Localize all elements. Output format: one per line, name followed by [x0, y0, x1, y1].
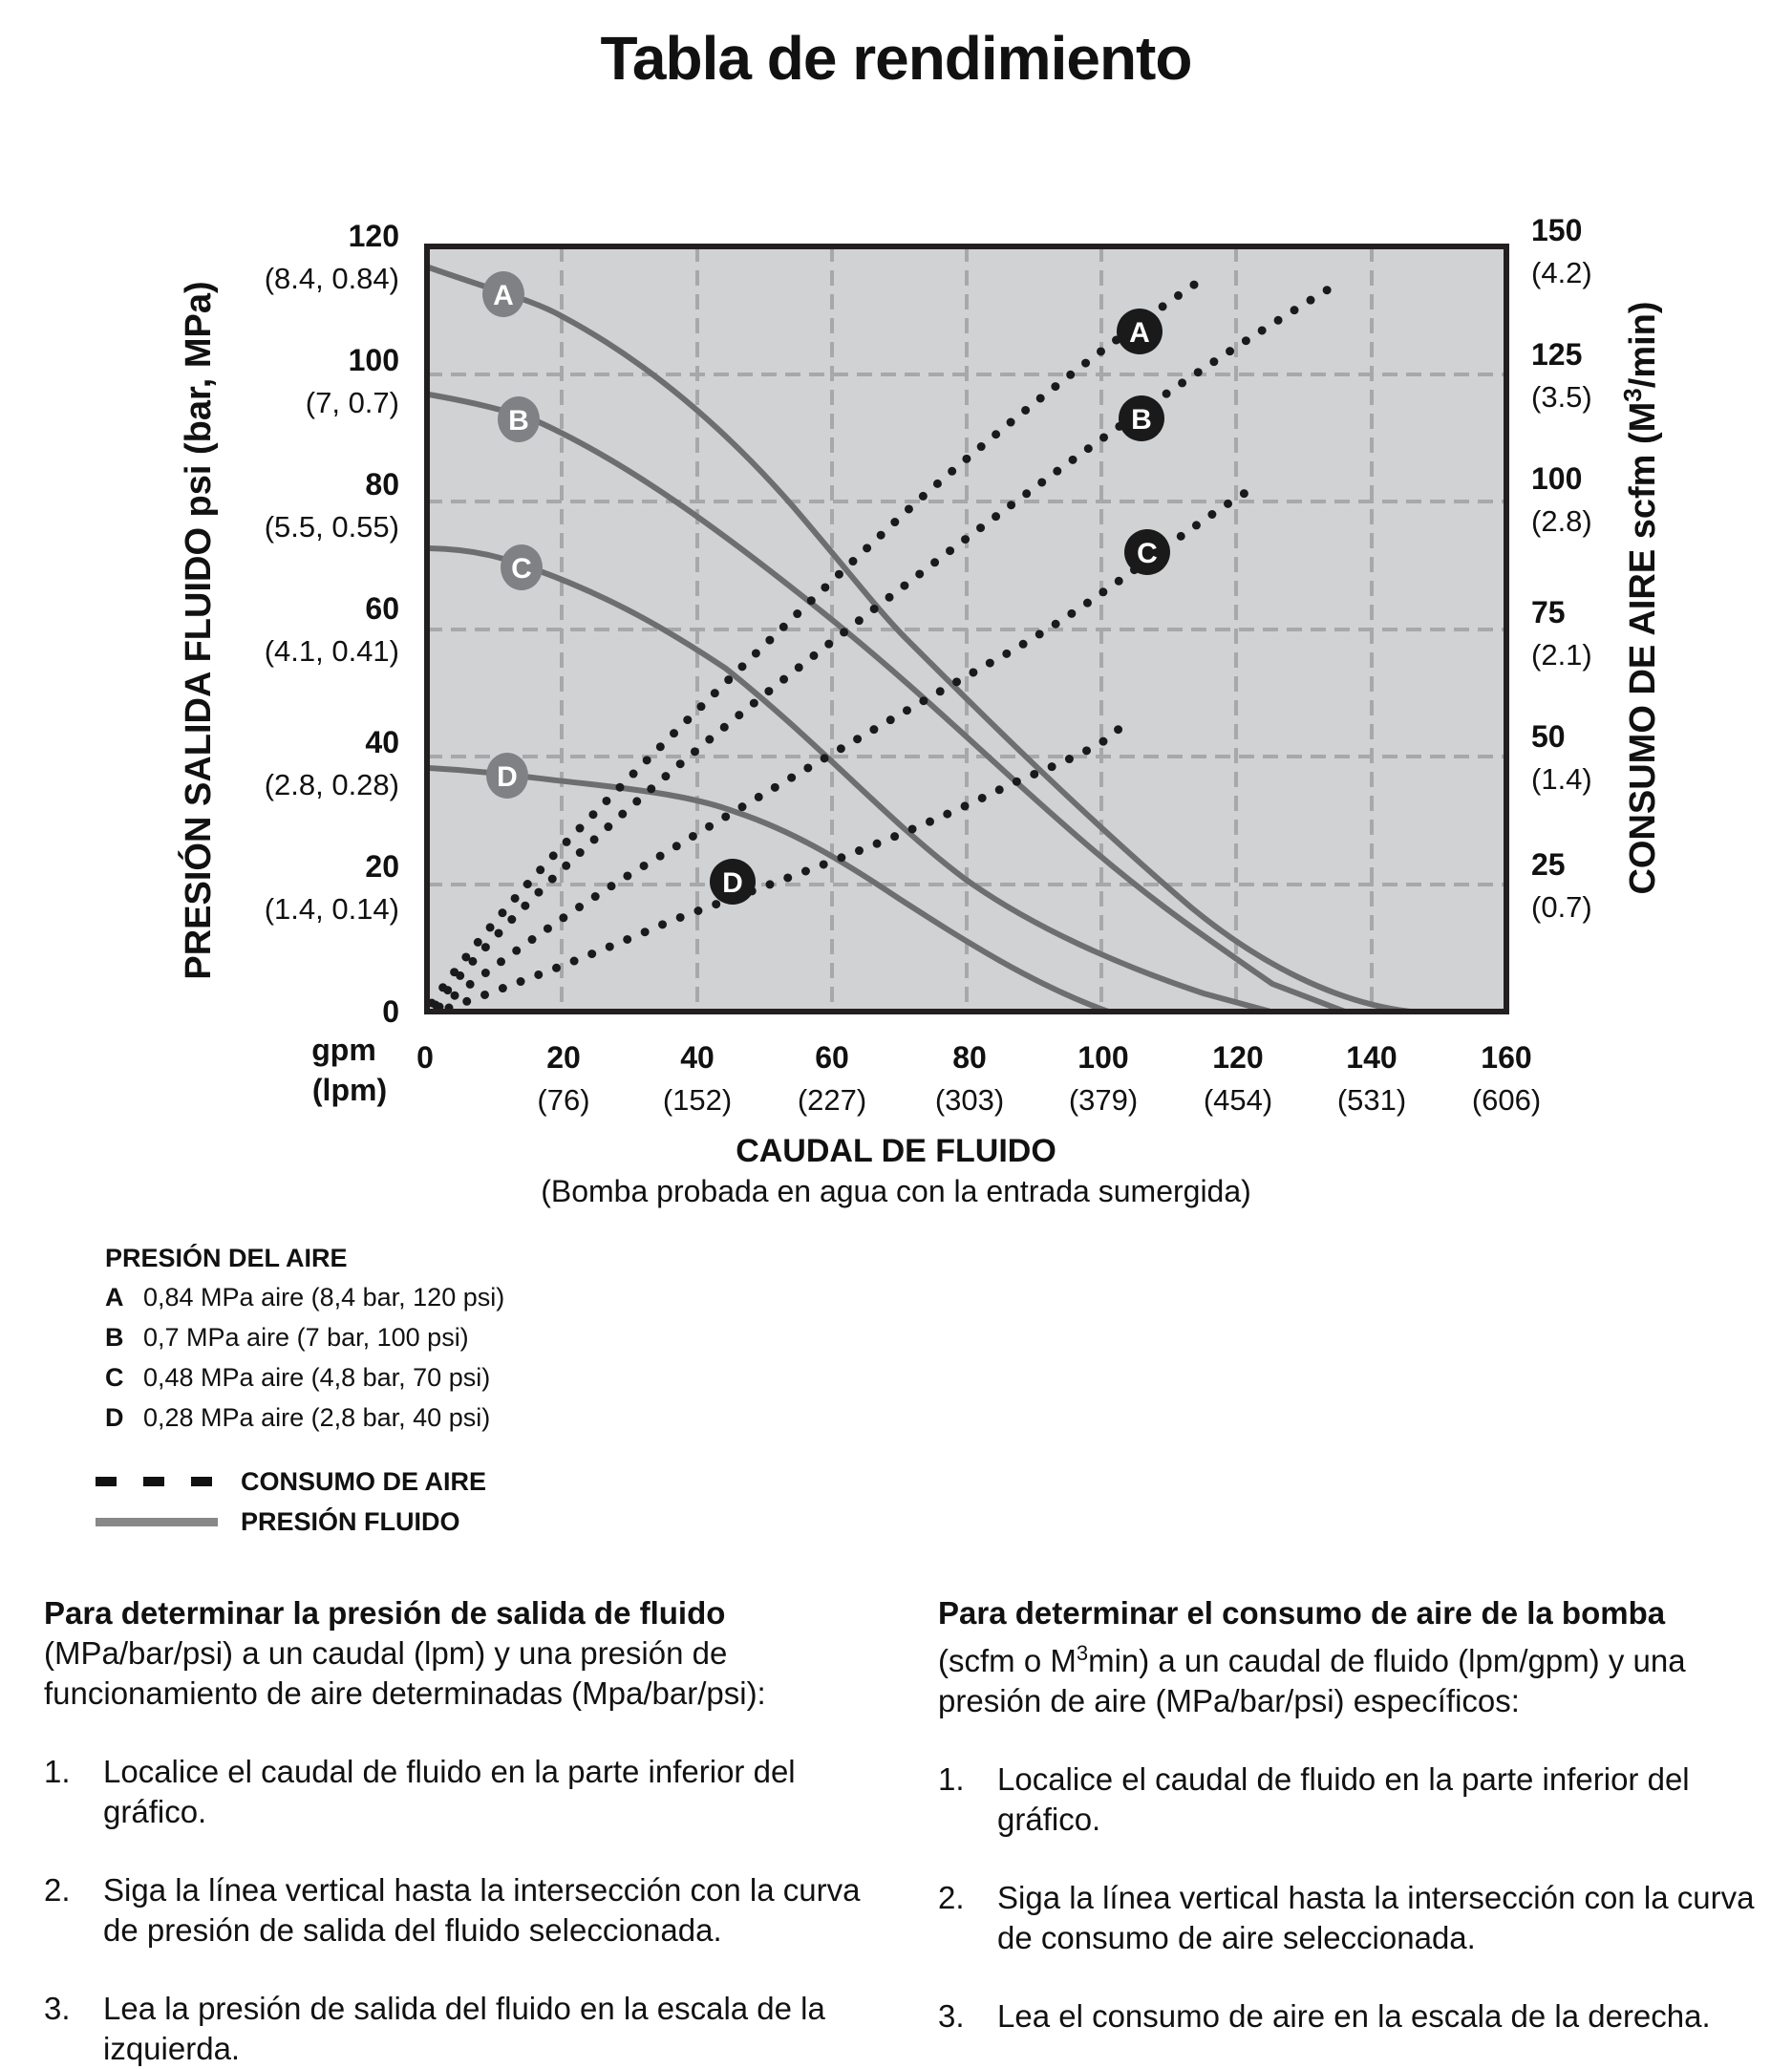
legend-item-c: C 0,48 MPa aire (4,8 bar, 70 psi) — [105, 1362, 491, 1392]
dashed-line-swatch-icon — [96, 1477, 218, 1486]
svg-text:(4.1, 0.41): (4.1, 0.41) — [264, 634, 399, 668]
svg-text:(0.7): (0.7) — [1531, 890, 1592, 924]
svg-text:C: C — [511, 553, 532, 585]
right-axis-ticks — [1531, 213, 1592, 924]
svg-text:75: 75 — [1531, 595, 1566, 629]
svg-text:40: 40 — [365, 725, 399, 759]
svg-text:(7, 0.7): (7, 0.7) — [305, 386, 399, 419]
svg-text:100: 100 — [348, 343, 399, 377]
svg-text:A: A — [1129, 317, 1150, 349]
instructions-fluid-pressure — [44, 1593, 885, 2069]
solid-line-swatch-icon — [96, 1518, 218, 1526]
svg-text:(76): (76) — [537, 1083, 590, 1117]
svg-text:(1.4): (1.4) — [1531, 762, 1592, 796]
svg-text:B: B — [508, 405, 529, 437]
legend-fluid-pressure: PRESIÓN FLUIDO — [96, 1502, 486, 1542]
svg-text:(1.4, 0.14): (1.4, 0.14) — [264, 892, 399, 926]
svg-text:(3.5): (3.5) — [1531, 380, 1592, 414]
svg-text:(2.1): (2.1) — [1531, 638, 1592, 672]
x-axis-ticks — [311, 1033, 1541, 1117]
svg-text:(152): (152) — [662, 1083, 733, 1117]
svg-text:80: 80 — [952, 1040, 987, 1075]
instructions-right-intro: Para determinar el consumo de aire de la bomba (scfm o $M^3\min$) a un caudal de fluido (lpm/gpm) y una presión de aire (MPa/bar/psi) específicos: — [938, 1595, 1686, 1718]
svg-text:100: 100 — [1077, 1040, 1129, 1075]
instructions-left-intro: Para determinar la presión de salida de fluido (MPa/bar/psi) a un caudal (lpm) y una presión de funcionamiento de aire determinadas (Mpa/bar/psi): — [44, 1595, 766, 1711]
svg-text:40: 40 — [680, 1040, 715, 1075]
svg-text:20: 20 — [365, 849, 399, 884]
svg-text:140: 140 — [1346, 1040, 1397, 1075]
left-axis-ticks — [265, 219, 399, 1029]
step-item: 1. Localice el caudal de fluido en la parte inferior del gráfico. — [44, 1754, 796, 1829]
badge-pressure-a — [482, 271, 524, 317]
svg-text:(454): (454) — [1203, 1083, 1273, 1117]
line-type-legend — [96, 1461, 486, 1542]
svg-text:B: B — [1131, 404, 1152, 436]
svg-text:C: C — [1137, 538, 1158, 569]
svg-text:(4.2): (4.2) — [1531, 256, 1592, 289]
instructions-left-steps — [44, 1752, 885, 2069]
svg-text:100: 100 — [1531, 461, 1583, 496]
badge-pressure-c — [501, 544, 543, 590]
badge-pressure-d — [486, 753, 528, 799]
instructions-right-steps — [938, 1760, 1779, 2037]
right-axis-title: CONSUMO DE AIRE scfm $(M^3/\min)$ — [1618, 301, 1663, 895]
svg-text:120: 120 — [1212, 1040, 1264, 1075]
svg-text:D: D — [722, 867, 743, 899]
svg-text:20: 20 — [546, 1040, 581, 1075]
step-item: 3. Lea el consumo de aire en la escala de la derecha. — [938, 1998, 1711, 2034]
svg-text:150: 150 — [1531, 213, 1583, 247]
svg-text:125: 125 — [1531, 337, 1583, 372]
svg-text:60: 60 — [815, 1040, 849, 1075]
svg-text:(531): (531) — [1336, 1083, 1407, 1117]
svg-text:25: 25 — [1531, 847, 1566, 882]
badge-air-b — [1119, 395, 1164, 441]
svg-text:(5.5, 0.55): (5.5, 0.55) — [264, 510, 399, 544]
svg-text:0: 0 — [416, 1040, 434, 1075]
svg-text:gpm: gpm — [311, 1033, 376, 1067]
svg-text:(227): (227) — [797, 1083, 867, 1117]
svg-text:(606): (606) — [1471, 1083, 1542, 1117]
svg-text:160: 160 — [1481, 1040, 1532, 1075]
svg-text:120: 120 — [348, 219, 399, 253]
legend-item-d: D 0,28 MPa aire (2,8 bar, 40 psi) — [105, 1402, 491, 1432]
x-axis-title: CAUDAL DE FLUIDO — [736, 1133, 1056, 1169]
instructions-air-consumption — [938, 1593, 1779, 2037]
badge-air-c — [1124, 529, 1170, 575]
step-item: 1. Localice el caudal de fluido en la parte inferior del gráfico. — [938, 1761, 1690, 1837]
badge-pressure-b — [498, 396, 540, 442]
svg-text:50: 50 — [1531, 719, 1566, 754]
svg-text:D: D — [497, 761, 518, 793]
legend-item-a: A 0,84 MPa aire (8,4 bar, 120 psi) — [105, 1282, 505, 1312]
air-pressure-legend — [105, 1244, 504, 1438]
svg-text:(lpm): (lpm) — [311, 1073, 388, 1107]
svg-text:60: 60 — [365, 591, 399, 626]
legend-heading: PRESIÓN DEL AIRE — [105, 1244, 348, 1272]
svg-text:(379): (379) — [1068, 1083, 1139, 1117]
legend-air-consumption: CONSUMO DE AIRE — [96, 1461, 486, 1502]
x-axis-subtitle: (Bomba probada en agua con la entrada sumergida) — [541, 1174, 1251, 1208]
svg-text:A: A — [493, 280, 514, 311]
left-axis-title: PRESIÓN SALIDA FLUIDO psi (bar, MPa) — [179, 281, 219, 980]
svg-text:80: 80 — [365, 467, 399, 501]
svg-text:(8.4, 0.84): (8.4, 0.84) — [264, 262, 399, 295]
step-item: 2. Siga la línea vertical hasta la intersección con la curva de consumo de aire seleccionada. — [938, 1880, 1755, 1955]
svg-text:(2.8): (2.8) — [1531, 504, 1592, 538]
x-axis-caption — [0, 1133, 1792, 1209]
badge-air-d — [710, 859, 756, 905]
svg-text:(303): (303) — [934, 1083, 1005, 1117]
page-title: Tabla de rendimiento — [600, 24, 1192, 93]
svg-text:(2.8, 0.28): (2.8, 0.28) — [264, 768, 399, 801]
badge-air-a — [1117, 309, 1163, 354]
step-item: 3. Lea la presión de salida del fluido en la escala de la izquierda. — [44, 1991, 825, 2066]
legend-item-b: B 0,7 MPa aire (7 bar, 100 psi) — [105, 1322, 469, 1352]
step-item: 2. Siga la línea vertical hasta la intersección con la curva de presión de salida del fluido seleccionada. — [44, 1872, 861, 1948]
svg-text:0: 0 — [382, 994, 399, 1029]
